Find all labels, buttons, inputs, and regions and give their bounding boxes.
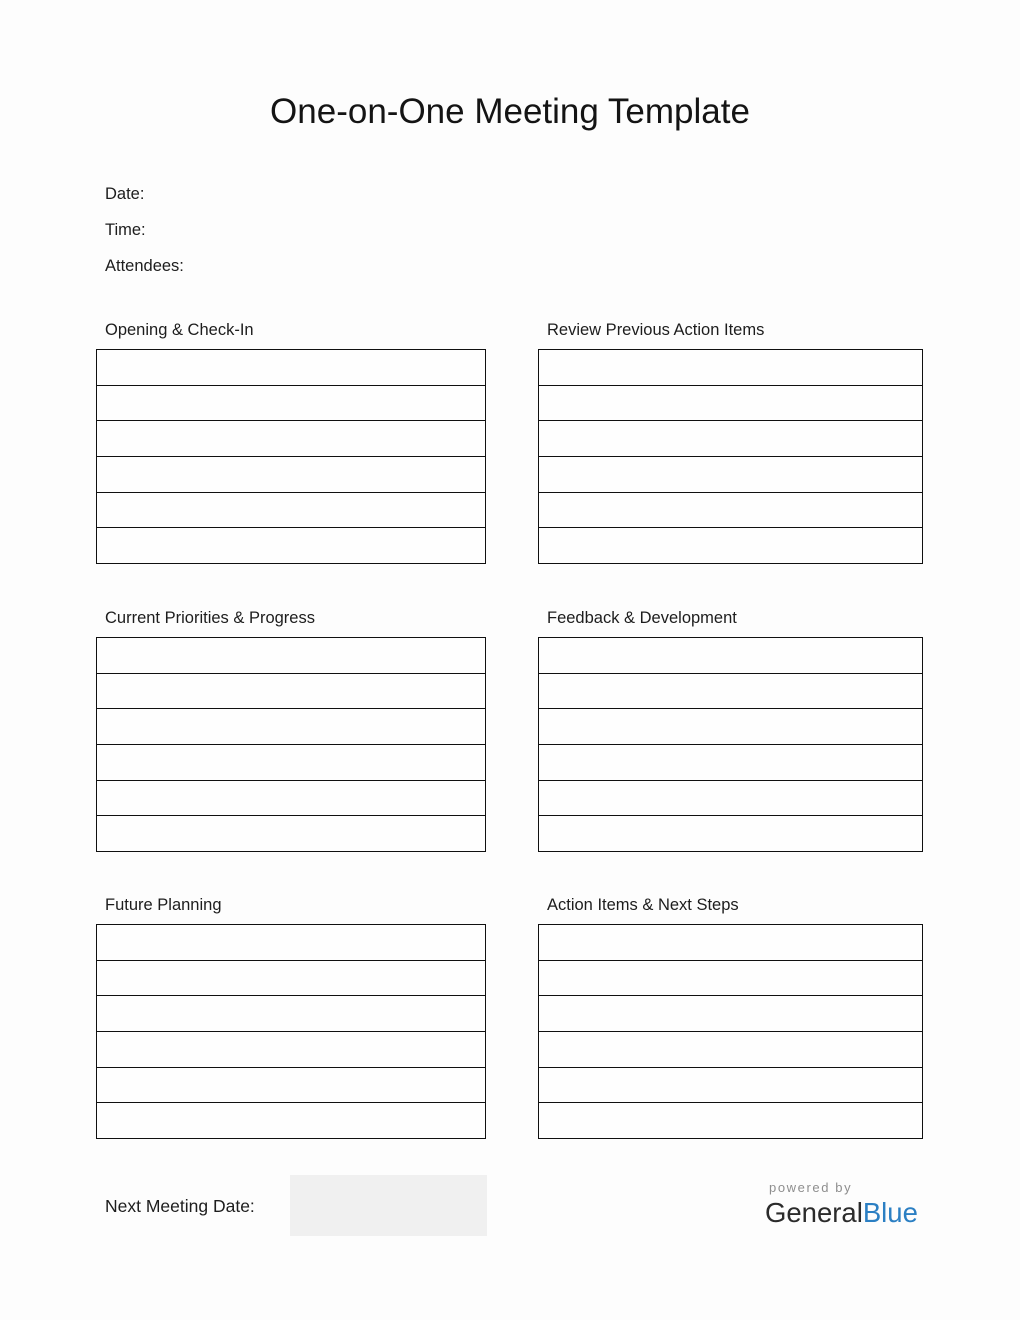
note-line[interactable]: [97, 1102, 485, 1138]
date-label: Date:: [105, 185, 145, 203]
note-box-current-priorities-progress: [96, 637, 486, 852]
note-line[interactable]: [97, 995, 485, 1031]
note-line[interactable]: [97, 350, 485, 385]
next-meeting-date-field[interactable]: [290, 1175, 487, 1236]
note-line[interactable]: [539, 708, 922, 744]
general-blue-logo: [765, 1180, 918, 1228]
section-title-opening-check-in: Opening & Check-In: [105, 321, 254, 339]
note-line[interactable]: [539, 527, 922, 563]
note-line[interactable]: [97, 708, 485, 744]
note-line[interactable]: [539, 350, 922, 385]
section-title-future-planning: Future Planning: [105, 896, 222, 914]
note-line[interactable]: [97, 744, 485, 780]
note-line[interactable]: [97, 638, 485, 673]
attendees-label: Attendees:: [105, 257, 184, 275]
note-line[interactable]: [539, 673, 922, 709]
brand-general-text: General: [765, 1197, 863, 1228]
note-box-future-planning: [96, 924, 486, 1139]
note-box-review-previous-action-items: [538, 349, 923, 564]
note-line[interactable]: [539, 744, 922, 780]
note-line[interactable]: [97, 420, 485, 456]
section-title-review-previous-action-items: Review Previous Action Items: [547, 321, 765, 339]
note-line[interactable]: [539, 492, 922, 528]
note-line[interactable]: [539, 960, 922, 996]
powered-by-text: powered by: [769, 1180, 853, 1195]
note-line[interactable]: [539, 1031, 922, 1067]
section-review-previous-action-items: [538, 320, 923, 564]
note-line[interactable]: [97, 1067, 485, 1103]
note-line[interactable]: [539, 925, 922, 960]
section-future-planning: [96, 895, 486, 1139]
note-line[interactable]: [97, 385, 485, 421]
note-line[interactable]: [97, 960, 485, 996]
note-line[interactable]: [97, 456, 485, 492]
note-line[interactable]: [539, 995, 922, 1031]
note-line[interactable]: [539, 1102, 922, 1138]
note-line[interactable]: [97, 492, 485, 528]
note-line[interactable]: [97, 673, 485, 709]
note-box-feedback-development: [538, 637, 923, 852]
note-line[interactable]: [97, 527, 485, 563]
note-box-action-items-next-steps: [538, 924, 923, 1139]
note-line[interactable]: [97, 780, 485, 816]
note-line[interactable]: [539, 420, 922, 456]
note-line[interactable]: [539, 815, 922, 851]
note-line[interactable]: [97, 925, 485, 960]
brand-wordmark: [765, 1198, 918, 1228]
page-title: One-on-One Meeting Template: [270, 92, 750, 131]
note-line[interactable]: [539, 456, 922, 492]
note-line[interactable]: [539, 385, 922, 421]
section-current-priorities-progress: [96, 608, 486, 852]
section-opening-check-in: [96, 320, 486, 564]
note-box-opening-check-in: [96, 349, 486, 564]
section-feedback-development: [538, 608, 923, 852]
note-line[interactable]: [97, 815, 485, 851]
section-title-action-items-next-steps: Action Items & Next Steps: [547, 896, 739, 914]
note-line[interactable]: [539, 780, 922, 816]
note-line[interactable]: [97, 1031, 485, 1067]
section-title-feedback-development: Feedback & Development: [547, 609, 737, 627]
next-meeting-date-label: Next Meeting Date:: [105, 1196, 255, 1216]
section-action-items-next-steps: [538, 895, 923, 1139]
note-line[interactable]: [539, 1067, 922, 1103]
brand-blue-text: Blue: [862, 1197, 918, 1228]
section-title-current-priorities-progress: Current Priorities & Progress: [105, 609, 315, 627]
time-label: Time:: [105, 221, 146, 239]
note-line[interactable]: [539, 638, 922, 673]
